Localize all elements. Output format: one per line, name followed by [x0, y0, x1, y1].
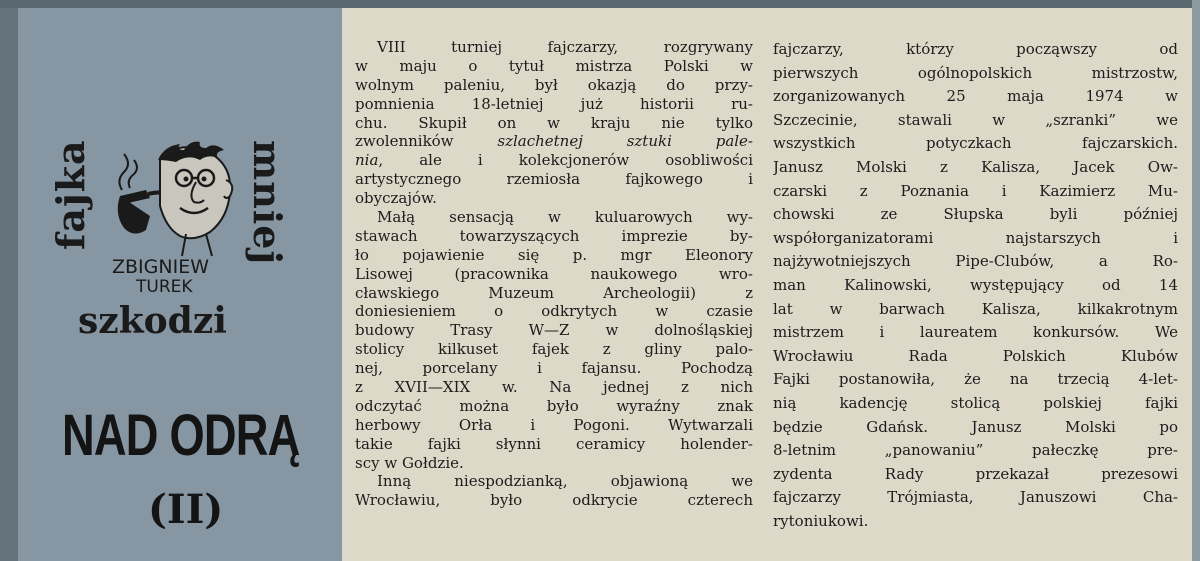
author-last-name: TUREK	[136, 277, 193, 297]
pipe-smoker-caricature-icon	[100, 138, 250, 258]
text-line: wolnym paleniu, był okazją do przy-	[355, 75, 753, 94]
text-line: obyczajów.	[355, 189, 437, 208]
text-line: najżywotniejszych Pipe-Clubów, a Ro-	[773, 252, 1178, 271]
page-edge-top	[0, 0, 1200, 8]
text-line: Szczecinie, stawali w „szranki” we	[773, 110, 1178, 129]
article-title: NAD ODRĄ	[62, 403, 300, 468]
text-line: artystycznego rzemiosła fajkowego i	[355, 170, 753, 189]
text-line: rytoniukowi.	[773, 511, 869, 530]
text-line: chowski ze Słupska byli później	[773, 205, 1178, 224]
text-line: 8-letnim „panowaniu” pałeczkę pre-	[773, 441, 1178, 460]
text-line: Lisowej (pracownika naukowego wro-	[355, 264, 753, 283]
logo-word-fajka: fajka	[48, 139, 93, 250]
text-line: czarski z Poznania i Kazimierz Mu-	[773, 181, 1178, 200]
page-edge-right	[1192, 0, 1200, 561]
logo-word-szkodzi: szkodzi	[78, 300, 227, 342]
text-line: Janusz Molski z Kalisza, Jacek Ow-	[773, 157, 1178, 176]
author-first-name: ZBIGNIEW	[112, 256, 209, 278]
text-line: pierwszych ogólnopolskich mistrzostw,	[773, 63, 1178, 82]
text-line: będzie Gdańsk. Janusz Molski po	[773, 417, 1178, 436]
text-line: chu. Skupił on w kraju nie tylko	[355, 113, 753, 132]
text-line: budowy Trasy W—Z w dolnośląskiej	[355, 321, 753, 340]
text-line: nej, porcelany i fajansu. Pochodzą	[355, 359, 753, 378]
text-line: scy w Gołdzie.	[355, 453, 464, 472]
text-line: fajczarzy, którzy począwszy od	[773, 40, 1178, 58]
text-line: wszystkich potyczkach fajczarskich.	[773, 134, 1178, 153]
text-line: z XVII—XIX w. Na jednej z nich	[355, 378, 753, 397]
text-line: Wrocławiu Rada Polskich Klubów	[773, 346, 1178, 365]
text-line: VIII turniej fajczarzy, rozgrywany	[377, 38, 753, 56]
text-line: herbowy Orła i Pogoni. Wytwarzali	[355, 415, 753, 434]
text-line: zwolenników szlachetnej sztuki pale-	[355, 132, 753, 151]
text-line: nią kadencję stolicą polskiej fajki	[773, 393, 1178, 412]
text-line: pomnienia 18-letniej już historii ru-	[355, 94, 753, 113]
text-line: współorganizatorami najstarszych i	[773, 228, 1178, 247]
text-line: zydenta Rady przekazał prezesowi	[773, 464, 1178, 483]
text-line: Wrocławiu, było odkrycie czterech	[355, 491, 753, 510]
text-line: nia, ale i kolekcjonerów osobliwości	[355, 151, 753, 170]
text-line: stolicy kilkuset fajek z gliny palo-	[355, 340, 753, 359]
text-column-2	[773, 38, 1178, 533]
text-line: doniesieniem o odkrytych w czasie	[355, 302, 753, 321]
text-line: ło pojawienie się p. mgr Eleonory	[355, 245, 753, 264]
text-line: man Kalinowski, występujący od 14	[773, 275, 1178, 294]
logo-word-mniej: mniej	[245, 140, 290, 266]
text-line: w maju o tytuł mistrza Polski w	[355, 56, 753, 75]
text-line: zorganizowanych 25 maja 1974 w	[773, 87, 1178, 106]
text-line: Małą sensacją w kuluarowych wy-	[377, 208, 753, 227]
text-line: mistrzem i laureatem konkursów. We	[773, 323, 1178, 342]
text-line: takie fajki słynni ceramicy holender-	[355, 434, 753, 453]
text-line: Inną niespodzianką, objawioną we	[377, 472, 753, 491]
text-line: fajczarzy Trójmiasta, Januszowi Cha-	[773, 488, 1178, 507]
text-line: Fajki postanowiła, że na trzecią 4-let-	[773, 370, 1178, 389]
text-line: lat w barwach Kalisza, kilkakrotnym	[773, 299, 1178, 318]
text-line: stawach towarzyszących imprezie by-	[355, 226, 753, 245]
text-line: cławskiego Muzeum Archeologii) z	[355, 283, 753, 302]
article-part-number: (II)	[148, 486, 224, 533]
page-edge-left	[0, 0, 18, 561]
text-column-1	[355, 38, 753, 510]
text-line: odczytać można było wyraźny znak	[355, 396, 753, 415]
